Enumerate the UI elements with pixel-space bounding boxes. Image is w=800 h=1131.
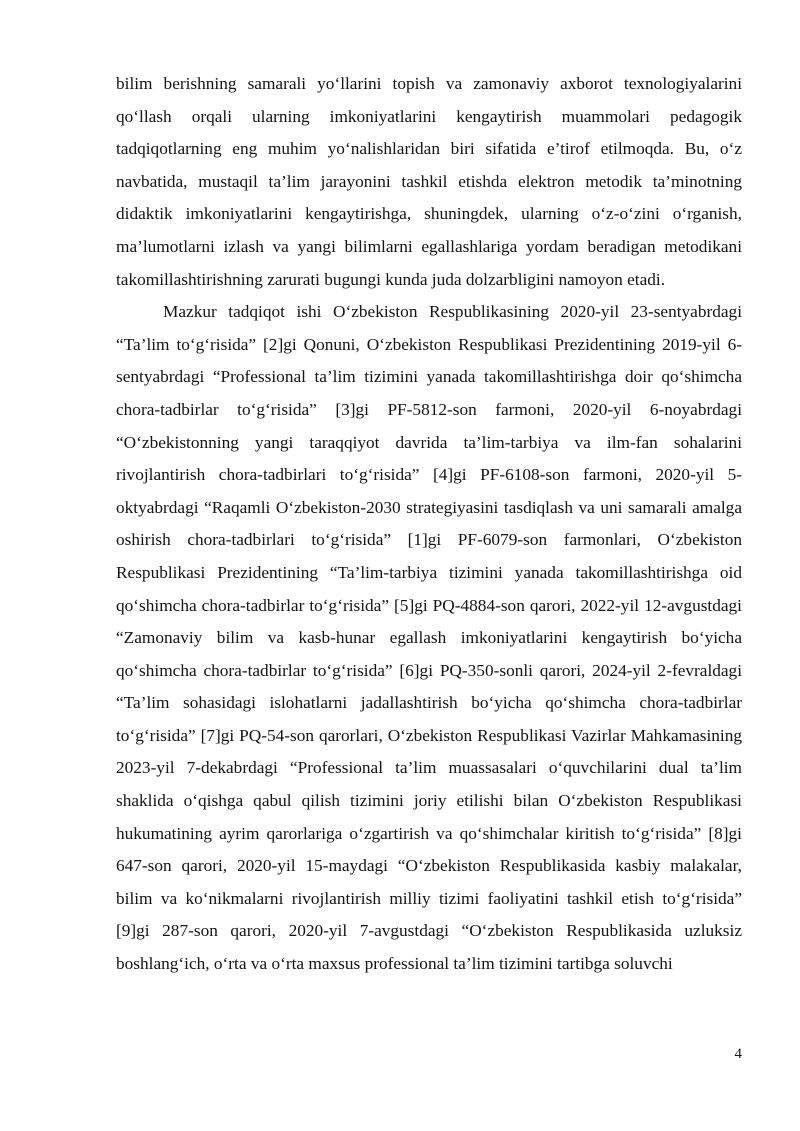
paragraph-legal-basis: Mazkur tadqiqot ishi O‘zbekiston Respublikasining 2020-yil 23-sentyabrdagi “Ta’lim to‘g‘risida” [2]gi Qonuni, O‘zbekiston Respublikasi Prezidentining 2019-yil 6-sentyabrdagi “Professional ta’lim tizimini yanada takomillashtirishga doir qo‘shimcha chora-tadbirlar to‘g‘risida” [3]gi PF-5812-son farmoni, 2020-yil 6-noyabrdagi “O‘zbekistonning yangi taraqqiyot davrida ta’lim-tarbiya va ilm-fan sohalarini rivojlantirish chora-tadbirlari to‘g‘risida” [4]gi PF-6108-son farmoni, 2020-yil 5-oktyabrdagi “Raqamli O‘zbekiston-2030 strategiyasini tasdiqlash va uni samarali amalga oshirish chora-tadbirlari to‘g‘risida” [1]gi PF-6079-son farmonlari, O‘zbekiston Respublikasi Prezidentining “Ta’lim-tarbiya tizimini yanada takomillashtirishga oid qo‘shimcha chora-tadbirlar to‘g‘risida” [5]gi PQ-4884-son qarori, 2022-yil 12-avgustdagi “Zamonaviy bilim va kasb-hunar egallash imkoniyatlarini kengaytirish bo‘yicha qo‘shimcha chora-tadbirlar to‘g‘risida” [6]gi PQ-350-sonli qarori, 2024-yil 2-fevraldagi “Ta’lim sohasidagi islohatlarni jadallashtirish bo‘yicha qo‘shimcha chora-tadbirlar to‘g‘risida” [7]gi PQ-54-son qarorlari, O‘zbekiston Respublikasi Vazirlar Mahkamasining 2023-yil 7-dekabrdagi “Professional ta’lim muassasalari o‘quvchilarini dual ta’lim shaklida o‘qishga qabul qilish tizimini joriy etilishi bilan O‘zbekiston Respublikasi hukumatining ayrim qarorlariga o‘zgartirish va qo‘shimchalar kiritish to‘g‘risida” [8]gi 647-son qarori, 2020-yil 15-maydagi “O‘zbekiston Respublikasida kasbiy malakalar, bilim va ko‘nikmalarni rivojlantirish milliy tizimi faoliyatini tashkil etish to‘g‘risida” [9]gi 287-son qarori, 2020-yil 7-avgustdagi “O‘zbekiston Respublikasida uzluksiz boshlang‘ich, o‘rta va o‘rta maxsus professional ta’lim tizimini tartibga soluvchi bbox=[116, 302, 742, 974]
body-text bbox=[116, 68, 742, 981]
paragraph-continuation: bilim berishning samarali yo‘llarini topish va zamonaviy axborot texnologiyalarini qo‘llash orqali ularning imkoniyatlarini kengaytirish muammolari pedagogik tadqiqotlarning eng muhim yo‘nalishlaridan biri sifatida e’tirof etilmoqda. Bu, o‘z navbatida, mustaqil ta’lim jarayonini tashkil etishda elektron metodik ta’minotning didaktik imkoniyatlarini kengaytirishga, shuningdek, ularning o‘z-o‘zini o‘rganish, ma’lumotlarni izlash va yangi bilimlarni egallashlariga yordam beradigan metodikani takomillashtirishning zarurati bugungi kunda juda dolzarbligini namoyon etadi. bbox=[116, 74, 742, 289]
page-number: 4 bbox=[734, 1046, 742, 1062]
